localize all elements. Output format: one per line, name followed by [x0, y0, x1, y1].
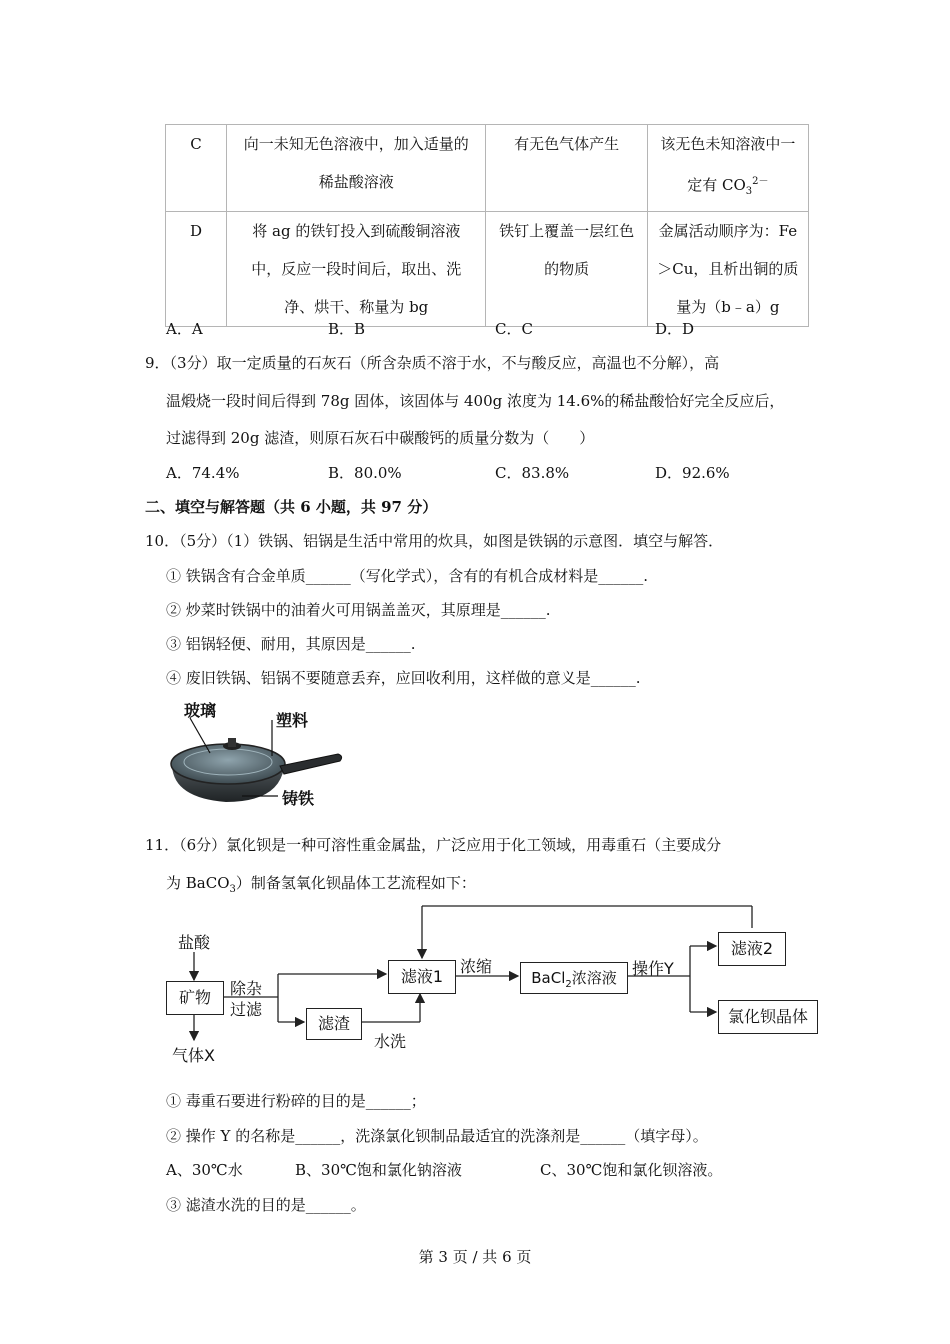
q8-option-b: B．B — [328, 320, 366, 338]
q11-stem: 11．（6分）氯化钡是一种可溶性重金属盐，广泛应用于化工领域，用毒重石（主要成分 — [145, 836, 722, 854]
q11-item: ② 操作 Y 的名称是______，洗涤氯化钡制品最适宜的洗涤剂是______（填字母）。 — [166, 1127, 708, 1145]
box-residue: 滤渣 — [306, 1008, 362, 1040]
table-cell-phenomenon: 铁钉上覆盖一层红色 的物质 — [486, 212, 647, 327]
process-flow-diagram — [160, 900, 830, 1070]
q9-option-d: D．92.6% — [655, 464, 730, 482]
label-impurity: 除杂 — [230, 979, 263, 998]
q10-item: ① 铁锅含有合金单质______（写化学式），含有的有机合成材料是______. — [166, 567, 649, 585]
table-row — [166, 125, 809, 212]
box-filtrate-2: 滤液2 — [718, 932, 786, 966]
box-mineral: 矿物 — [166, 981, 224, 1015]
q9-option-a: A．74.4% — [166, 464, 240, 482]
label-plastic: 塑料 — [276, 711, 309, 730]
experiment-table — [165, 124, 809, 327]
q10-item: ② 炒菜时铁锅中的油着火可用锅盖盖灭，其原理是______. — [166, 601, 551, 619]
page-footer: 第 3 页 / 共 6 页 — [418, 1248, 532, 1266]
table-cell-conclusion: 该无色未知溶液中一 定有 $CO_3^{2-}$ — [647, 125, 808, 212]
table-cell-phenomenon: 有无色气体产生 — [486, 125, 647, 212]
q9-stem-line: 过滤得到 20g 滤渣，则原石灰石中碳酸钙的质量分数为（ ） — [166, 429, 595, 447]
q9-option-b: B．80.0% — [328, 464, 402, 482]
label-operation-y: 操作Y — [632, 959, 674, 978]
q11-choice-c: C、30℃饱和氯化钡溶液。 — [540, 1161, 723, 1179]
frying-pan-figure — [160, 698, 360, 813]
label-gas-x: 气体X — [172, 1046, 215, 1065]
table-cell-option: C — [166, 125, 227, 212]
q10-item: ④ 废旧铁锅、铝锅不要随意丢弃，应回收利用，这样做的意义是______. — [166, 669, 641, 687]
label-water-wash: 水洗 — [374, 1032, 407, 1051]
section-title: 二、填空与解答题（共 6 小题，共 97 分） — [145, 498, 438, 516]
label-concentrate: 浓缩 — [460, 957, 493, 976]
q11-item: ③ 滤渣水洗的目的是______。 — [166, 1196, 366, 1214]
table-cell-operation: 向一未知无色溶液中，加入适量的 稀盐酸溶液 — [227, 125, 486, 212]
label-hcl: 盐酸 — [178, 933, 211, 952]
q9-stem-line: 9．（3分）取一定质量的石灰石（所含杂质不溶于水，不与酸反应，高温也不分解），高 — [145, 354, 720, 372]
q11-stem: 为 BaCO$_3$）制备氢氧化钡晶体工艺流程如下： — [166, 874, 476, 895]
box-filtrate-1: 滤液1 — [388, 960, 456, 994]
q11-item: ① 毒重石要进行粉碎的目的是______； — [166, 1092, 426, 1110]
q11-choice-a: A、30℃水 — [166, 1161, 243, 1179]
q8-option-c: C．C — [495, 320, 533, 338]
table-cell-conclusion: 金属活动顺序为：Fe ＞Cu，且析出铜的质 量为（b﹣a）g — [647, 212, 808, 327]
box-bacl2-solution: BaCl$_2$浓溶液 — [520, 962, 628, 994]
q9-option-c: C．83.8% — [495, 464, 570, 482]
label-cast-iron: 铸铁 — [282, 789, 315, 808]
q10-stem: 10．（5分）（1）铁锅、铝锅是生活中常用的炊具，如图是铁锅的示意图．填空与解答． — [145, 532, 724, 550]
label-filter: 过滤 — [230, 1000, 263, 1019]
q9-stem-line: 温煅烧一段时间后得到 78g 固体，该固体与 400g 浓度为 14.6%的稀盐酸恰好完全反应后， — [166, 392, 785, 410]
table-cell-option: D — [166, 212, 227, 327]
q11-choice-b: B、30℃饱和氯化钠溶液 — [295, 1161, 462, 1179]
table-cell-operation: 将 ag 的铁钉投入到硫酸铜溶液 中，反应一段时间后，取出、洗 净、烘干、称量为 bg — [227, 212, 486, 327]
q10-item: ③ 铝锅轻便、耐用，其原因是______. — [166, 635, 416, 653]
label-glass: 玻璃 — [184, 701, 217, 720]
box-barium-chloride-crystal: 氯化钡晶体 — [718, 1000, 818, 1034]
q8-option-d: D．D — [655, 320, 695, 338]
q8-option-a: A．A — [166, 320, 203, 338]
table-row — [166, 212, 809, 327]
